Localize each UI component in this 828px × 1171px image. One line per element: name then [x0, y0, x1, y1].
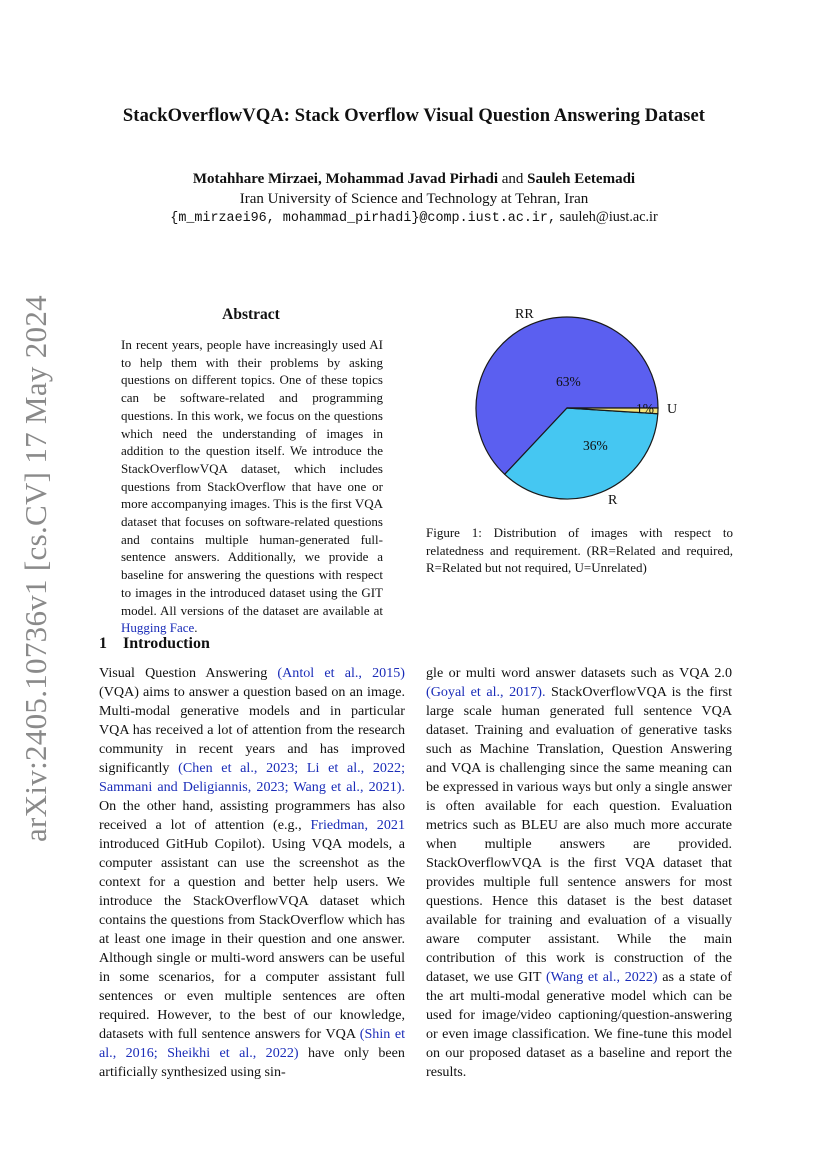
- citation-link[interactable]: (Chen et al., 2023; Li et al., 2022; Sammani and Deligiannis, 2023; Wang et al., 2021).: [99, 760, 405, 795]
- intro-text: Visual Question Answering: [99, 665, 268, 681]
- intro-text: (VQA) aims to answer a question based on an image. Multi-modal generative models and in particular VQA has received a lot of attention from the research community in recent years and has improved significantly: [99, 684, 405, 776]
- author-list: [0, 171, 828, 188]
- figure-caption: Figure 1: Distribution of images with respect to relatedness and requirement. (RR=Related and required, R=Related but not required, U=Unrelated): [426, 525, 733, 576]
- intro-text: On the other hand, assisting programmers has also received a lot of attention (e.g.,: [99, 798, 405, 833]
- figure-1: [440, 300, 760, 520]
- hugging-face-link[interactable]: Hugging Face: [121, 620, 195, 636]
- section-title: Introduction: [123, 635, 210, 652]
- citation-link[interactable]: (Shin et al., 2016; Sheikhi et al., 2022): [99, 1026, 405, 1061]
- pie-label-r: R: [608, 493, 618, 508]
- email-group: {m_mirzaei96, mohammad_pirhadi}@comp.iust.ac.ir,: [170, 211, 556, 226]
- section-heading-introduction: [99, 635, 210, 653]
- pie-label-rr: RR: [515, 307, 534, 322]
- abstract-heading: Abstract: [222, 306, 280, 323]
- pie-percent-rr: 63%: [556, 374, 581, 389]
- arxiv-watermark: arXiv:2405.10736v1 [cs.CV] 17 May 2024: [18, 295, 53, 842]
- author-emails: [0, 209, 828, 226]
- affiliation: Iran University of Science and Technology at Tehran, Iran: [239, 191, 589, 207]
- pie-label-u: U: [667, 402, 678, 417]
- pie-percent-u: 1%: [636, 401, 654, 416]
- citation-link[interactable]: (Wang et al., 2022): [545, 969, 658, 985]
- abstract-body: [121, 336, 383, 637]
- intro-left-column: [99, 664, 405, 1082]
- paper-title: StackOverflowVQA: Stack Overflow Visual Question Answering Dataset: [122, 106, 706, 126]
- section-number: 1: [99, 635, 107, 652]
- citation-link[interactable]: (Antol et al., 2015): [277, 665, 405, 681]
- intro-text: StackOverflowVQA is the first large scale human generated full sentence VQA dataset. Training and evaluation of generative tasks such as Machine Translation, Question Answering and VQA is challenging since the same meaning can be expressed in various ways but only a single answer is often available for each question. Evaluation metrics such as BLEU are also much more accurate when multiple answers are provided. StackOverflowVQA is the first VQA dataset that provides multiple full sentence answers for most questions. Hence this dataset is the best dataset available for training and evaluation of a visually aware computer assistant. While the main contribution of this work is construction of the dataset, we use GIT: [426, 684, 732, 985]
- intro-text: as a state of the art multi-modal generative model which can be used for image/video captioning/question-answering or even image classification. We fine-tune this model on our proposed dataset as a baseline and report the results.: [426, 969, 732, 1080]
- intro-text: introduced GitHub Copilot). Using VQA models, a computer assistant can use the screenshot as the context for a question and better help users. We introduce the StackOverflowVQA dataset which contains the questions from StackOverflow which has at least one image in their question and one answer. Although single or multi-word answers can be useful in some scenarios, for a computer assistant full sentences or even multiple sentences are often required. However, to the best of our knowledge, datasets with full sentence answers for VQA: [99, 836, 405, 1042]
- author-names: Motahhare Mirzaei, Mohammad Javad Pirhadi: [192, 171, 498, 187]
- pie-chart: [440, 300, 760, 520]
- abstract-text: In recent years, people have increasingly used AI to help them with their problems by asking questions on different topics. One of these topics can be software-related and programming questions. In this work, we focus on the questions which need the understanding of images in addition to the question itself. We introduce the StackOverflowVQA dataset, which includes questions from StackOverflow that have one or more accompanying images. This is the first VQA dataset that focuses on software-related questions and contains multiple human-generated full-sentence answers. Additionally, we provide a baseline for answering the questions with respect to images in the introduced dataset using the GIT model. All versions of the dataset are available at: [121, 337, 383, 618]
- citation-link[interactable]: (Goyal et al., 2017).: [426, 684, 546, 700]
- author-last: Sauleh Eetemadi: [527, 171, 636, 187]
- citation-link[interactable]: Friedman, 2021: [310, 817, 405, 833]
- intro-text: have only been artificially synthesized using sin-: [99, 1045, 405, 1080]
- intro-text: gle or multi word answer datasets such as VQA 2.0: [426, 665, 732, 681]
- pie-percent-r: 36%: [583, 438, 608, 453]
- author-and: and: [501, 171, 524, 187]
- email-sauleh: sauleh@iust.ac.ir: [559, 209, 658, 225]
- intro-right-column: [426, 664, 732, 1082]
- abstract-end: .: [194, 620, 198, 636]
